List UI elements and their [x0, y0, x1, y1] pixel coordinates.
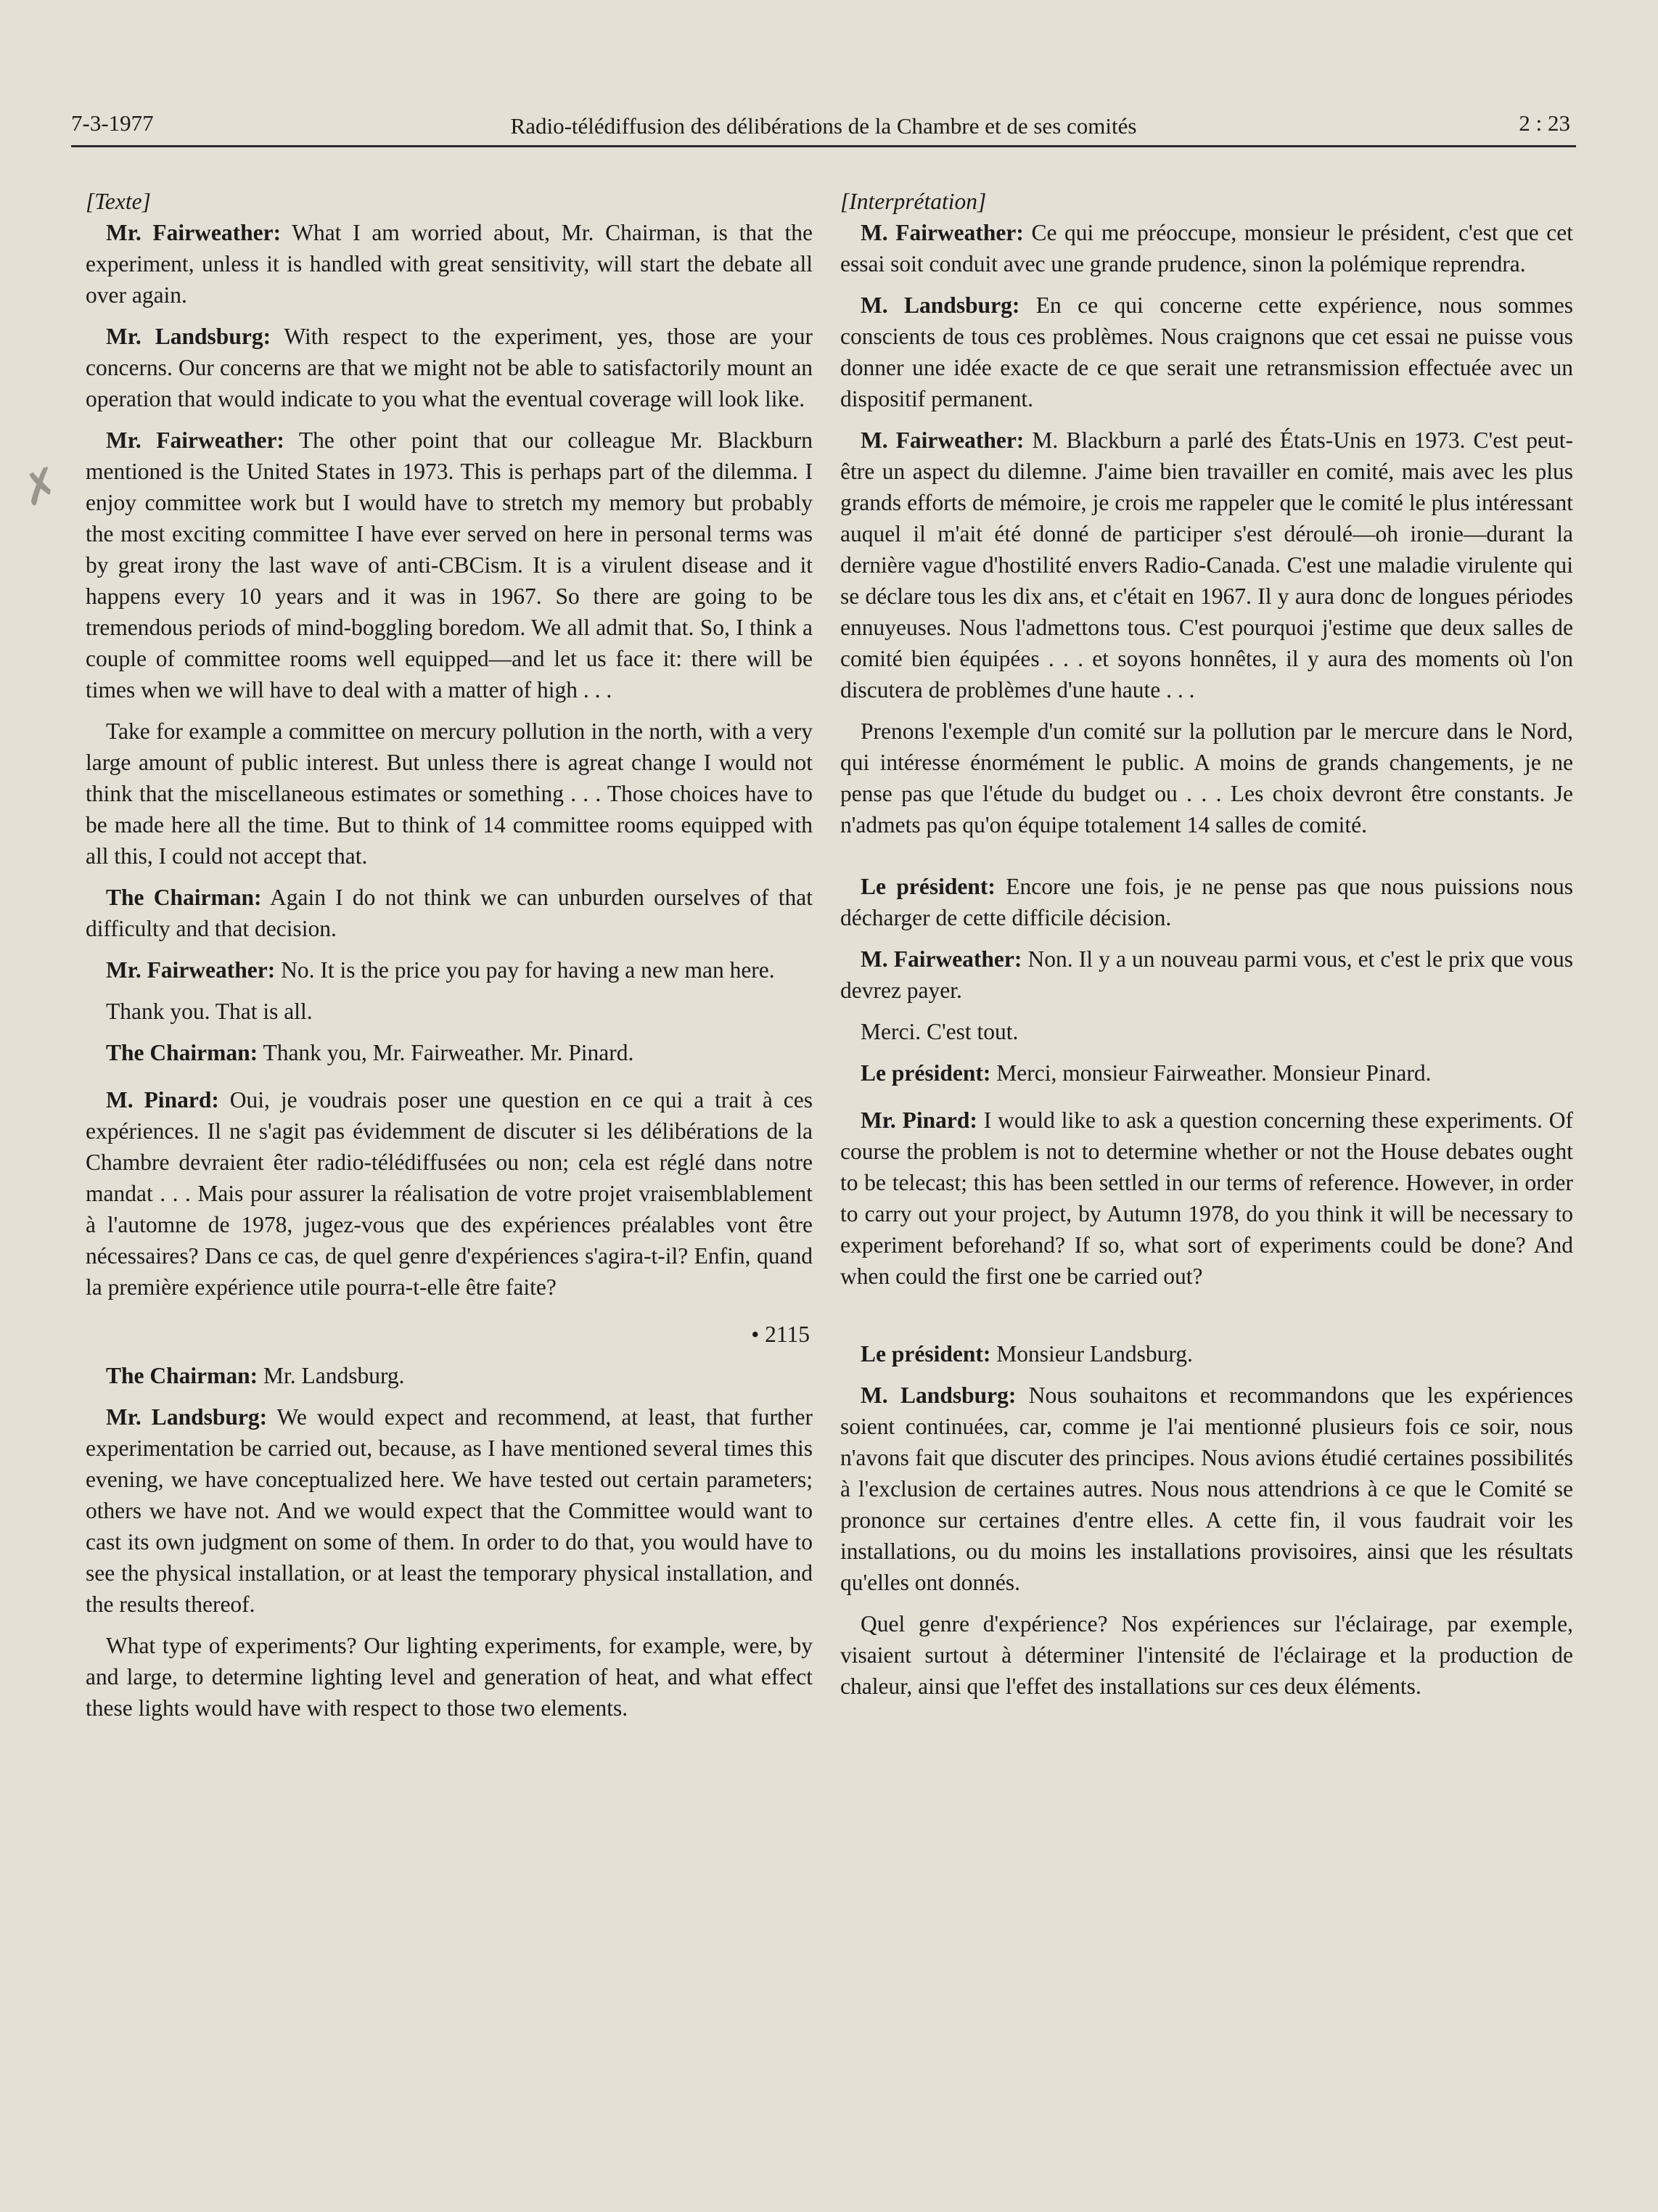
pencil-margin-mark: ✗ — [14, 455, 67, 518]
speaker-name: Mr. Landsburg: — [106, 324, 271, 349]
paragraph-text: Quel genre d'expérience? Nos expériences sur l'éclairage, par exemple, visaient surtout à déterminer l'intensité de l'éclairage et la production de chaleur, ainsi que l'effet des installations sur ces deux éléments. — [840, 1611, 1573, 1699]
paragraph — [840, 1380, 1573, 1598]
paragraph-text: Again I do not think we can unburden ourselves of that difficulty and that decision. — [86, 885, 813, 941]
paragraph — [86, 1401, 813, 1620]
paragraph — [840, 1608, 1573, 1702]
paragraph — [86, 882, 813, 944]
header-title: Radio-télédiffusion des délibérations de la Chambre et de ses comités — [510, 113, 1137, 139]
paragraph — [840, 1016, 1573, 1047]
paragraph-text: En ce qui concerne cette expérience, nous sommes conscients de tous ces problèmes. Nous craignons que cet essai ne puisse vous donner une idée exacte de ce que serait une retransmission effectuée avec un dispositif permanent. — [840, 292, 1573, 411]
paragraph-text: Prenons l'exemple d'un comité sur la pollution par le mercure dans le Nord, qui intéresse énormément le public. A moins de grands changements, je ne pense pas que l'étude du budget ou . . . Les choix devront être constants. Je n'admets pas qu'on équipe totalement 14 salles de comité. — [840, 718, 1573, 837]
speaker-name: M. Fairweather: — [861, 220, 1024, 245]
paragraph — [840, 217, 1573, 279]
time-marker: • 2115 — [751, 1322, 810, 1347]
paragraph — [840, 1338, 1573, 1369]
running-header — [71, 109, 1576, 147]
paragraph-text: Thank you. That is all. — [106, 999, 313, 1024]
speaker-name: The Chairman: — [106, 1363, 258, 1388]
column-label: [Interprétation] — [840, 189, 987, 214]
speaker-name: Mr. Fairweather: — [106, 957, 276, 983]
paragraph-text: The other point that our colleague Mr. Blackburn mentioned is the United States in 1973. This is perhaps part of the dilemma. I enjoy committee work but I would have to stretch my memory but probably the most exciting committee I have ever served on here in personal terms was by great irony the last wave of anti-CBCism. It is a virulent disease and it happens every 10 years and it was in 1967. So there are going to be tremendous periods of mind-boggling boredom. We all admit that. So, I think a couple of committee rooms well equipped—and let us face it: there will be times when we will have to deal with a matter of high . . . — [86, 427, 813, 702]
paragraph — [86, 217, 813, 311]
paragraph-text: What I am worried about, Mr. Chairman, is that the experiment, unless it is handled with great sensitivity, will start the debate all over again. — [86, 220, 813, 308]
paragraph-text: Monsieur Landsburg. — [990, 1341, 1193, 1367]
paragraph — [840, 1057, 1573, 1089]
paragraph — [840, 943, 1573, 1006]
speaker-name: Mr. Fairweather: — [106, 427, 284, 453]
paragraph — [86, 954, 813, 986]
speaker-name: Le président: — [861, 1060, 991, 1086]
paragraph — [86, 1630, 813, 1724]
paragraph — [840, 425, 1573, 705]
paragraph-text: No. It is the price you pay for having a new man here. — [275, 957, 775, 983]
paragraph — [86, 1084, 813, 1303]
header-date: 7-3-1977 — [71, 110, 154, 136]
paragraph — [86, 1037, 813, 1068]
english-column — [86, 186, 813, 1724]
paragraph-text: Nous souhaitons et recommandons que les expériences soient continuées, car, comme je l'ai mentionné plusieurs fois ce soir, nous n'avons fait que discuter des principes. Nous avions étudié certaines possibilités à l'exclusion de certaines autres. Nous nous attendrions à ce que le Comité se prononce sur certaines d'entre elles. A cette fin, il vous faudrait voir les installations, ou du moins les installations provisoires, ainsi que les résultats qu'elles ont donnés. — [840, 1382, 1573, 1595]
paragraph — [840, 871, 1573, 933]
paragraph-text: Take for example a committee on mercury pollution in the north, with a very large amount of public interest. But unless there is agreat change I would not think that the miscellaneous estimates or something . . . Those choices have to be made here all the time. But to think of 14 committee rooms equipped with all this, I could not accept that. — [86, 718, 813, 869]
paragraph-text: Merci, monsieur Fairweather. Monsieur Pinard. — [990, 1060, 1432, 1086]
french-column — [840, 186, 1573, 1702]
header-page-number: 2 : 23 — [1519, 110, 1570, 136]
paragraph — [840, 290, 1573, 414]
paragraph — [840, 716, 1573, 840]
paragraph — [86, 996, 813, 1027]
speaker-name: M. Fairweather: — [861, 427, 1025, 453]
speaker-name: Mr. Landsburg: — [106, 1404, 268, 1430]
speaker-name: The Chairman: — [106, 885, 262, 910]
paragraph — [86, 425, 813, 705]
speaker-name: Le président: — [861, 874, 996, 899]
speaker-name: M. Landsburg: — [861, 1382, 1017, 1408]
paragraph-text: What type of experiments? Our lighting experiments, for example, were, by and large, to determine lighting level and generation of heat, and what effect these lights would have with respect to those two elements. — [86, 1633, 813, 1721]
paragraph-text: Thank you, Mr. Fairweather. Mr. Pinard. — [258, 1040, 634, 1065]
paragraph-text: We would expect and recommend, at least, that further experimentation be carried out, because, as I have mentioned several times this evening, we have conceptualized here. We have tested out certain parameters; others we have not. And we would expect that the Committee would want to cast its own judgment on some of them. In order to do that, you would have to see the physical installation, or at least the temporary physical installation, and the results thereof. — [86, 1404, 813, 1617]
paragraph-text: Oui, je voudrais poser une question en ce qui a trait à ces expériences. Il ne s'agit pas évidemment de discuter si les délibérations de la Chambre devraient êter radio-télédiffusées ou non; cela est réglé dans notre mandat . . . Mais pour assurer la réalisation de votre projet vraisemblablement à l'automne de 1978, jugez-vous que des expériences préalables vont être nécessaires? Dans ce cas, de quel genre d'expériences s'agira-t-il? Enfin, quand la première expérience utile pourra-t-elle être faite? — [86, 1087, 813, 1300]
paragraph — [86, 321, 813, 414]
paragraph-text: Merci. C'est tout. — [861, 1019, 1019, 1044]
speaker-name: Le président: — [861, 1341, 991, 1367]
speaker-name: The Chairman: — [106, 1040, 258, 1065]
paragraph-text: Ce qui me préoccupe, monsieur le président, c'est que cet essai soit conduit avec une grande prudence, sinon la polémique reprendra. — [840, 220, 1573, 276]
paragraph-text: Non. Il y a un nouveau parmi vous, et c'est le prix que vous devrez payer. — [840, 946, 1573, 1003]
paragraph-text: Encore une fois, je ne pense pas que nous puissions nous décharger de cette difficile décision. — [840, 874, 1573, 930]
paragraph-text: I would like to ask a question concerning these experiments. Of course the problem is not to determine whether or not the House debates ought to be telecast; this has been settled in our terms of reference. However, in order to carry out your project, by Autumn 1978, do you think it will be necessary to experiment beforehand? If so, what sort of experiments could be done? And when could the first one be carried out? — [840, 1107, 1573, 1289]
paragraph — [86, 1360, 813, 1391]
speaker-name: Mr. Fairweather: — [106, 220, 282, 245]
speaker-name: M. Pinard: — [106, 1087, 219, 1113]
paragraph-text: M. Blackburn a parlé des États-Unis en 1973. C'est peut-être un aspect du dilemne. J'aime bien travailler en comité, mais avec les plus grands efforts de mémoire, je crois me rappeler que le comité le plus intéressant auquel il m'ait été donné de participer s'est déroulé—oh ironie—durant la dernière vague d'hostilité envers Radio-Canada. C'est une maladie virulente qui se déclare tous les dix ans, et c'était en 1967. Il y aura donc de longues périodes ennuyeuses. Nous l'admettons tous. C'est pourquoi j'estime que deux salles de comité bien équipées . . . et soyons honnêtes, il y aura des moments où l'on discutera de problèmes d'une haute . . . — [840, 427, 1573, 702]
speaker-name: Mr. Pinard: — [861, 1107, 977, 1133]
paragraph — [86, 716, 813, 872]
speaker-name: M. Landsburg: — [861, 292, 1020, 318]
speaker-name: M. Fairweather: — [861, 946, 1022, 972]
paragraph-text: Mr. Landsburg. — [258, 1363, 405, 1388]
column-label: [Texte] — [86, 189, 151, 214]
paragraph-text: With respect to the experiment, yes, those are your concerns. Our concerns are that we might not be able to satisfactorily mount an operation that would indicate to you what the eventual coverage will look like. — [86, 324, 813, 411]
paragraph — [840, 1105, 1573, 1292]
